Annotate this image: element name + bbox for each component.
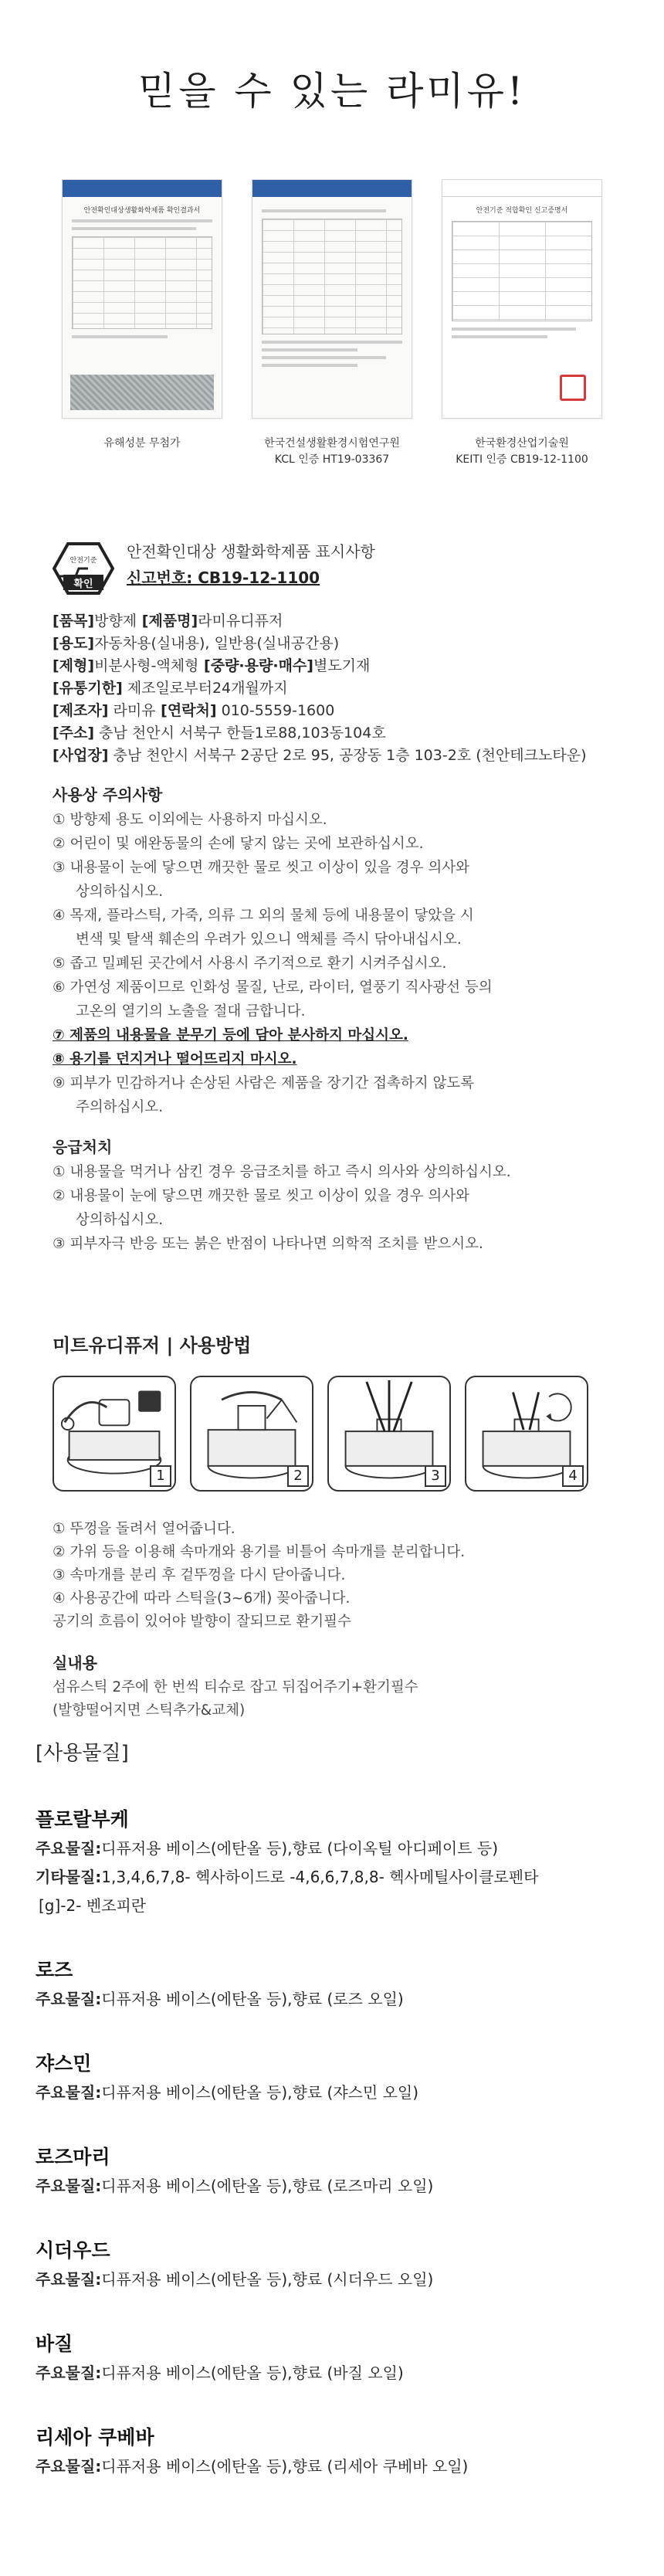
info-label: [제조자]	[53, 702, 109, 719]
list-item-continuation: 주의하십시오.	[76, 1099, 164, 1115]
badge-top-text: 안전기준	[69, 557, 97, 565]
first-aid-item	[53, 1160, 616, 1184]
usage-step-text: 공기의 흐름이 있어야 발향이 잘되므로 환기필수	[53, 1614, 351, 1630]
material-name: 리세아 쿠베바	[36, 2426, 154, 2449]
first-aid-title: 응급처치	[53, 1138, 113, 1156]
material-item	[36, 1804, 638, 1918]
material-line	[36, 1894, 638, 1918]
material-key: 주요물질:	[36, 2083, 102, 2102]
list-item-continuation: 고온의 열기의 노출을 절대 금합니다.	[76, 1003, 306, 1020]
certificate-document-image	[442, 179, 602, 419]
info-label: [용도]	[53, 635, 95, 652]
product-info-row	[53, 677, 616, 700]
material-key: 주요물질:	[36, 1839, 102, 1858]
usage-section	[53, 1330, 616, 1722]
info-value: 제조일로부터24개월까지	[122, 680, 288, 697]
material-value: [g]-2- 벤조피란	[39, 1896, 147, 1915]
material-value: 디퓨저용 베이스(에탄올 등),향료 (로즈마리 오일)	[101, 2177, 434, 2195]
material-item	[36, 2235, 638, 2292]
list-item-text: ① 방향제 용도 이외에는 사용하지 마십시오.	[53, 812, 327, 828]
materials-section	[36, 1737, 638, 2479]
material-line	[36, 2268, 638, 2292]
list-item-continuation: 상의하십시오.	[76, 884, 164, 900]
usage-instructions	[53, 1518, 616, 1634]
usage-step-text: ① 뚜껑을 돌려서 열어줍니다.	[53, 1521, 235, 1537]
info-value: 별도기재	[313, 657, 371, 674]
info-value: 라미유디퓨저	[198, 613, 283, 630]
product-info-row	[53, 655, 616, 677]
safety-check-badge-icon	[53, 541, 114, 596]
product-info-row	[53, 633, 616, 655]
certificate-caption: 한국환경산업기술원 KEITI 인증 CB19-12-1100	[456, 437, 588, 466]
list-item-text: ⑨ 피부가 민감하거나 손상된 사람은 제품을 장기간 접촉하지 않도록	[53, 1075, 475, 1091]
material-item	[36, 2422, 638, 2479]
material-key: 주요물질:	[36, 1990, 102, 2008]
info-label: [제품명]	[137, 613, 198, 630]
indoor-title: 실내용	[53, 1654, 97, 1672]
info-label: [사업장]	[53, 747, 109, 764]
material-name: 플로랄부케	[36, 1808, 129, 1831]
materials-list	[36, 1804, 638, 2479]
usage-step-text: ④ 사용공간에 따라 스틱을(3~6개) 꽂아줍니다.	[53, 1590, 351, 1607]
indoor-tip-text: 섬유스틱 2주에 한 번씩 티슈로 잡고 뒤집어주기+환기필수	[53, 1679, 418, 1695]
material-name: 로즈마리	[36, 2146, 110, 2168]
material-name: 쟈스민	[36, 2052, 92, 2075]
certificate-card-3	[442, 179, 602, 468]
product-info-row	[53, 722, 616, 745]
material-value: 디퓨저용 베이스(에탄올 등),향료 (바질 오일)	[101, 2364, 404, 2382]
list-item-text: ⑥ 가연성 제품이므로 인화성 물질, 난로, 라이터, 열풍기 직사광선 등의	[53, 979, 493, 996]
list-item-continuation: 상의하십시오.	[76, 1212, 164, 1228]
first-aid-item	[53, 1184, 616, 1232]
info-value: 충남 천안시 서북구 한들1로88,103동104호	[94, 725, 386, 742]
product-info-row	[53, 745, 616, 767]
info-label: [유통기한]	[53, 680, 123, 697]
caution-item	[53, 952, 616, 976]
list-item-text: ③ 내용물이 눈에 닿으면 깨끗한 물로 씻고 이상이 있을 경우 의사와	[53, 860, 470, 876]
material-item	[36, 2048, 638, 2105]
caution-list	[53, 808, 616, 1119]
certificates-section	[0, 179, 664, 488]
material-line	[36, 2174, 638, 2198]
product-info-list	[53, 610, 616, 767]
red-seal-icon	[560, 375, 586, 401]
product-label-section	[53, 541, 616, 1256]
badge-bottom-text: 확인	[73, 579, 93, 590]
certificate-document-image	[62, 179, 222, 419]
info-label: [주소]	[53, 725, 95, 742]
info-value: 방향제	[94, 613, 137, 630]
list-item-text: ② 어린이 및 애완동물의 손에 닿지 않는 곳에 보관하십시오.	[53, 836, 424, 852]
material-key: 주요물질:	[36, 2177, 102, 2195]
info-label: [품목]	[53, 613, 95, 630]
material-key: 기타물질:	[36, 1868, 102, 1886]
product-info-row	[53, 610, 616, 633]
material-line	[36, 1837, 638, 1861]
usage-step-illustration	[190, 1376, 313, 1492]
material-item	[36, 1955, 638, 2011]
info-label: [제형]	[53, 657, 95, 674]
material-line	[36, 2081, 638, 2105]
usage-step-illustration	[327, 1376, 451, 1492]
material-item	[36, 2329, 638, 2385]
list-item-text: ③ 피부자극 반응 또는 붉은 반점이 나타나면 의학적 조치를 받으시오.	[53, 1236, 483, 1252]
registration-number: 신고번호: CB19-12-1100	[127, 568, 320, 587]
usage-illustrations	[53, 1376, 616, 1492]
material-line	[36, 1987, 638, 2011]
material-value: 디퓨저용 베이스(에탄올 등),향료 (리세아 쿠베바 오일)	[101, 2457, 469, 2476]
caution-item	[53, 976, 616, 1023]
indoor-tip-text: (발향떨어지면 스틱추가&교체)	[53, 1702, 246, 1719]
material-key: 주요물질:	[36, 2457, 102, 2476]
step-number: 2	[287, 1465, 309, 1487]
label-header	[53, 541, 616, 596]
caution-item	[53, 1047, 616, 1071]
step-number: 1	[150, 1465, 171, 1487]
caution-item	[53, 1071, 616, 1119]
list-item-text: ⑤ 좁고 밀폐된 곳간에서 사용시 주기적으로 환기 시켜주십시오.	[53, 955, 447, 972]
label-title: 안전확인대상 생활화학제품 표시사항	[127, 542, 375, 561]
usage-step-illustration	[53, 1376, 176, 1492]
material-name: 바질	[36, 2333, 73, 2355]
certificate-heading: 안전기준 적합확인 신고증명서	[476, 207, 568, 215]
usage-step-text: ② 가위 등을 이용해 속마개와 용기를 비틀어 속마개를 분리합니다.	[53, 1544, 466, 1560]
certificate-document-image	[252, 179, 412, 419]
info-value: 라미유	[108, 702, 156, 719]
list-item-text: ① 내용물을 먹거나 삼킨 경우 응급조치를 하고 즉시 의사와 상의하십시오.	[53, 1164, 511, 1180]
usage-step-illustration	[465, 1376, 588, 1492]
material-key: 주요물질:	[36, 2270, 102, 2289]
material-value: 디퓨저용 베이스(에탄올 등),향료 (다이옥틸 아디페이트 등)	[101, 1839, 498, 1858]
material-value: 디퓨저용 베이스(에탄올 등),향료 (쟈스민 오일)	[101, 2083, 419, 2102]
info-value: 충남 천안시 서북구 2공단 2로 95, 공장동 1층 103-2호 (천안테크노타운)	[108, 747, 587, 764]
step-number: 3	[425, 1465, 446, 1487]
info-value: 자동차용(실내용), 일반용(실내공간용)	[94, 635, 340, 652]
caution-item	[53, 808, 616, 832]
material-name: 시더우드	[36, 2239, 110, 2262]
material-line	[36, 2455, 638, 2479]
info-value: 비분사형-액체형	[94, 657, 199, 674]
list-item-text: ⑦ 제품의 내용물을 분무기 등에 담아 분사하지 마십시오.	[53, 1027, 408, 1044]
material-value: 디퓨저용 베이스(에탄올 등),향료 (로즈 오일)	[101, 1990, 404, 2008]
materials-heading: [사용물질]	[36, 1742, 129, 1765]
certificate-heading: 안전확인대상생활화학제품 확인결과서	[83, 207, 201, 215]
info-label: [중량·용량·매수]	[198, 657, 313, 674]
usage-step-text: ③ 속마개를 분리 후 겉뚜껑을 다시 닫아줍니다.	[53, 1567, 346, 1583]
material-value: 1,3,4,6,7,8- 헥사하이드로 -4,6,6,7,8,8- 헥사메틸사이클로펜타	[101, 1868, 539, 1886]
material-key: 주요물질:	[36, 2364, 102, 2382]
first-aid-list	[53, 1160, 616, 1256]
certificate-caption: 유해성분 무첨가	[103, 437, 181, 450]
list-item-text: ② 내용물이 눈에 닿으면 깨끗한 물로 씻고 이상이 있을 경우 의사와	[53, 1188, 470, 1204]
caution-title: 사용상 주의사항	[53, 786, 163, 804]
caution-item	[53, 1023, 616, 1047]
caution-item	[53, 904, 616, 952]
certificate-card-1	[62, 179, 222, 452]
info-label: [연락처]	[155, 702, 217, 719]
list-item-continuation: 변색 및 탈색 훼손의 우려가 있으니 액체를 즉시 닦아내십시오.	[76, 932, 462, 948]
indoor-tips	[53, 1676, 616, 1722]
product-info-row	[53, 700, 616, 722]
step-number: 4	[562, 1465, 584, 1487]
material-name: 로즈	[36, 1959, 73, 1981]
material-item	[36, 2142, 638, 2198]
caution-item	[53, 832, 616, 856]
material-value: 디퓨저용 베이스(에탄올 등),향료 (시더우드 오일)	[101, 2270, 434, 2289]
first-aid-item	[53, 1232, 616, 1256]
certificate-card-2	[252, 179, 412, 468]
list-item-text: ⑧ 용기를 던지거나 떨어뜨리지 마시오.	[53, 1051, 297, 1067]
hero-title: 믿을 수 있는 라미유!	[137, 69, 527, 114]
usage-title: 미트유디퓨저 | 사용방법	[53, 1335, 252, 1356]
list-item-text: ④ 목재, 플라스틱, 가죽, 의류 그 외의 물체 등에 내용물이 닿았을 시	[53, 908, 474, 924]
material-line	[36, 2361, 638, 2385]
material-line	[36, 1865, 638, 1889]
certificate-caption: 한국건설생활환경시험연구원 KCL 인증 HT19-03367	[264, 437, 400, 466]
info-value: 010-5559-1600	[216, 702, 335, 719]
caution-item	[53, 856, 616, 904]
